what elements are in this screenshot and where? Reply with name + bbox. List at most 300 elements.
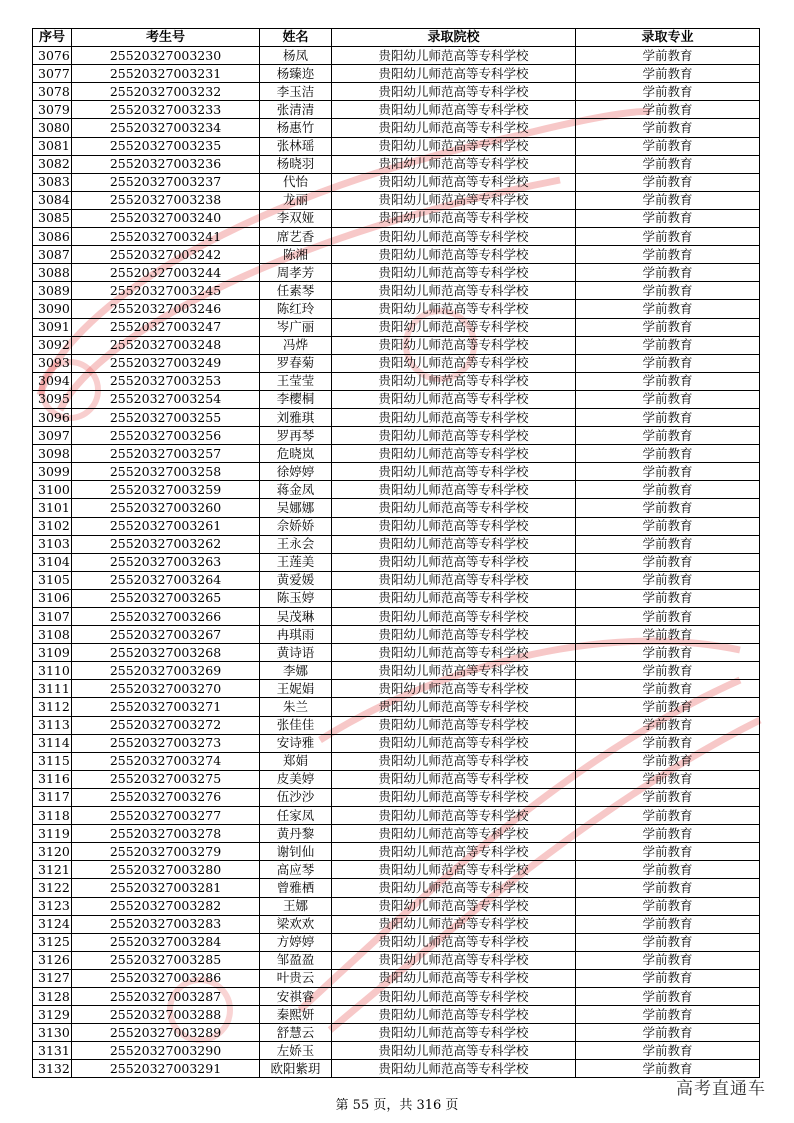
cell-name: 王永会 (260, 535, 332, 553)
cell-seq: 3110 (33, 662, 72, 680)
cell-exam-id: 25520327003237 (72, 173, 260, 191)
cell-seq: 3127 (33, 969, 72, 987)
cell-exam-id: 25520327003279 (72, 843, 260, 861)
cell-seq: 3098 (33, 445, 72, 463)
cell-school: 贵阳幼儿师范高等专科学校 (332, 716, 576, 734)
cell-name: 罗再琴 (260, 427, 332, 445)
table-row (33, 354, 760, 372)
cell-name: 朱兰 (260, 698, 332, 716)
cell-name: 冯烨 (260, 336, 332, 354)
cell-name: 王莲美 (260, 553, 332, 571)
cell-name: 左娇玉 (260, 1042, 332, 1060)
table-row (33, 427, 760, 445)
cell-major: 学前教育 (576, 915, 760, 933)
header-major: 录取专业 (576, 29, 760, 47)
cell-school: 贵阳幼儿师范高等专科学校 (332, 209, 576, 227)
cell-seq: 3109 (33, 644, 72, 662)
cell-school: 贵阳幼儿师范高等专科学校 (332, 969, 576, 987)
cell-exam-id: 25520327003289 (72, 1024, 260, 1042)
cell-name: 安祺睿 (260, 987, 332, 1005)
cell-major: 学前教育 (576, 517, 760, 535)
admission-table (32, 28, 760, 1078)
cell-major: 学前教育 (576, 101, 760, 119)
table-row (33, 807, 760, 825)
cell-school: 贵阳幼儿师范高等专科学校 (332, 318, 576, 336)
cell-exam-id: 25520327003263 (72, 553, 260, 571)
cell-seq: 3099 (33, 463, 72, 481)
cell-major: 学前教育 (576, 879, 760, 897)
cell-name: 佘娇娇 (260, 517, 332, 535)
cell-seq: 3093 (33, 354, 72, 372)
cell-major: 学前教育 (576, 825, 760, 843)
cell-exam-id: 25520327003286 (72, 969, 260, 987)
table-row (33, 209, 760, 227)
cell-major: 学前教育 (576, 137, 760, 155)
table-row (33, 915, 760, 933)
cell-name: 欧阳紫玥 (260, 1060, 332, 1078)
cell-seq: 3092 (33, 336, 72, 354)
page-number: 第 55 页，共 316 页 (335, 1098, 459, 1113)
cell-seq: 3094 (33, 372, 72, 390)
cell-exam-id: 25520327003284 (72, 933, 260, 951)
cell-seq: 3121 (33, 861, 72, 879)
cell-exam-id: 25520327003271 (72, 698, 260, 716)
cell-seq: 3088 (33, 264, 72, 282)
cell-name: 李玉洁 (260, 83, 332, 101)
cell-seq: 3085 (33, 209, 72, 227)
cell-major: 学前教育 (576, 589, 760, 607)
cell-name: 徐婷婷 (260, 463, 332, 481)
cell-major: 学前教育 (576, 734, 760, 752)
cell-name: 任素琴 (260, 282, 332, 300)
cell-school: 贵阳幼儿师范高等专科学校 (332, 734, 576, 752)
cell-seq: 3111 (33, 680, 72, 698)
cell-seq: 3080 (33, 119, 72, 137)
cell-exam-id: 25520327003278 (72, 825, 260, 843)
cell-name: 方婷婷 (260, 933, 332, 951)
cell-seq: 3101 (33, 499, 72, 517)
table-row (33, 499, 760, 517)
cell-major: 学前教育 (576, 680, 760, 698)
cell-name: 黄丹黎 (260, 825, 332, 843)
cell-exam-id: 25520327003238 (72, 191, 260, 209)
cell-major: 学前教育 (576, 553, 760, 571)
cell-seq: 3120 (33, 843, 72, 861)
cell-exam-id: 25520327003287 (72, 987, 260, 1005)
table-row (33, 83, 760, 101)
cell-major: 学前教育 (576, 264, 760, 282)
cell-major: 学前教育 (576, 65, 760, 83)
cell-name: 刘雅琪 (260, 408, 332, 426)
cell-seq: 3114 (33, 734, 72, 752)
cell-exam-id: 25520327003262 (72, 535, 260, 553)
cell-exam-id: 25520327003249 (72, 354, 260, 372)
table-row (33, 770, 760, 788)
cell-major: 学前教育 (576, 427, 760, 445)
cell-name: 王娜 (260, 897, 332, 915)
cell-major: 学前教育 (576, 173, 760, 191)
cell-school: 贵阳幼儿师范高等专科学校 (332, 65, 576, 83)
cell-name: 蒋金凤 (260, 481, 332, 499)
table-row (33, 101, 760, 119)
table-row (33, 897, 760, 915)
header-name: 姓名 (260, 29, 332, 47)
cell-exam-id: 25520327003273 (72, 734, 260, 752)
cell-school: 贵阳幼儿师范高等专科学校 (332, 228, 576, 246)
cell-school: 贵阳幼儿师范高等专科学校 (332, 246, 576, 264)
cell-name: 李樱桐 (260, 390, 332, 408)
cell-seq: 3082 (33, 155, 72, 173)
table-row (33, 517, 760, 535)
cell-exam-id: 25520327003242 (72, 246, 260, 264)
table-row (33, 300, 760, 318)
cell-exam-id: 25520327003245 (72, 282, 260, 300)
table-row (33, 553, 760, 571)
table-row (33, 408, 760, 426)
cell-school: 贵阳幼儿师范高等专科学校 (332, 336, 576, 354)
cell-name: 李双娅 (260, 209, 332, 227)
cell-school: 贵阳幼儿师范高等专科学校 (332, 752, 576, 770)
cell-major: 学前教育 (576, 354, 760, 372)
cell-name: 陈湘 (260, 246, 332, 264)
cell-exam-id: 25520327003275 (72, 770, 260, 788)
cell-seq: 3100 (33, 481, 72, 499)
cell-seq: 3113 (33, 716, 72, 734)
cell-exam-id: 25520327003281 (72, 879, 260, 897)
cell-name: 杨惠竹 (260, 119, 332, 137)
cell-exam-id: 25520327003253 (72, 372, 260, 390)
cell-school: 贵阳幼儿师范高等专科学校 (332, 83, 576, 101)
cell-seq: 3116 (33, 770, 72, 788)
cell-major: 学前教育 (576, 1060, 760, 1078)
cell-exam-id: 25520327003274 (72, 752, 260, 770)
cell-major: 学前教育 (576, 408, 760, 426)
cell-school: 贵阳幼儿师范高等专科学校 (332, 1042, 576, 1060)
cell-exam-id: 25520327003258 (72, 463, 260, 481)
cell-school: 贵阳幼儿师范高等专科学校 (332, 571, 576, 589)
cell-name: 张佳佳 (260, 716, 332, 734)
table-row (33, 571, 760, 589)
cell-name: 龙丽 (260, 191, 332, 209)
cell-major: 学前教育 (576, 119, 760, 137)
cell-seq: 3115 (33, 752, 72, 770)
cell-major: 学前教育 (576, 843, 760, 861)
cell-major: 学前教育 (576, 246, 760, 264)
cell-exam-id: 25520327003259 (72, 481, 260, 499)
cell-major: 学前教育 (576, 788, 760, 806)
table-row (33, 372, 760, 390)
cell-school: 贵阳幼儿师范高等专科学校 (332, 861, 576, 879)
cell-exam-id: 25520327003234 (72, 119, 260, 137)
cell-seq: 3119 (33, 825, 72, 843)
table-row (33, 752, 760, 770)
cell-name: 吴茂琳 (260, 608, 332, 626)
cell-name: 安诗雅 (260, 734, 332, 752)
cell-exam-id: 25520327003255 (72, 408, 260, 426)
cell-school: 贵阳幼儿师范高等专科学校 (332, 553, 576, 571)
cell-seq: 3086 (33, 228, 72, 246)
cell-name: 梁欢欢 (260, 915, 332, 933)
header-exam-id: 考生号 (72, 29, 260, 47)
cell-school: 贵阳幼儿师范高等专科学校 (332, 1024, 576, 1042)
cell-major: 学前教育 (576, 969, 760, 987)
cell-exam-id: 25520327003285 (72, 951, 260, 969)
cell-school: 贵阳幼儿师范高等专科学校 (332, 770, 576, 788)
cell-name: 席艺香 (260, 228, 332, 246)
cell-major: 学前教育 (576, 770, 760, 788)
cell-major: 学前教育 (576, 318, 760, 336)
cell-seq: 3091 (33, 318, 72, 336)
cell-major: 学前教育 (576, 608, 760, 626)
cell-school: 贵阳幼儿师范高等专科学校 (332, 1060, 576, 1078)
table-row (33, 228, 760, 246)
header-school: 录取院校 (332, 29, 576, 47)
cell-exam-id: 25520327003264 (72, 571, 260, 589)
table-row (33, 987, 760, 1005)
cell-school: 贵阳幼儿师范高等专科学校 (332, 843, 576, 861)
cell-school: 贵阳幼儿师范高等专科学校 (332, 644, 576, 662)
cell-exam-id: 25520327003257 (72, 445, 260, 463)
cell-major: 学前教育 (576, 571, 760, 589)
table-row (33, 626, 760, 644)
cell-exam-id: 25520327003261 (72, 517, 260, 535)
table-row (33, 1006, 760, 1024)
table-row (33, 445, 760, 463)
cell-seq: 3117 (33, 788, 72, 806)
cell-name: 冉琪雨 (260, 626, 332, 644)
table-row (33, 282, 760, 300)
cell-school: 贵阳幼儿师范高等专科学校 (332, 1006, 576, 1024)
cell-name: 高应琴 (260, 861, 332, 879)
admission-list (32, 28, 759, 1078)
table-row (33, 463, 760, 481)
cell-school: 贵阳幼儿师范高等专科学校 (332, 535, 576, 553)
cell-exam-id: 25520327003247 (72, 318, 260, 336)
cell-name: 李娜 (260, 662, 332, 680)
table-row (33, 608, 760, 626)
table-row (33, 264, 760, 282)
cell-exam-id: 25520327003241 (72, 228, 260, 246)
cell-major: 学前教育 (576, 47, 760, 65)
cell-exam-id: 25520327003236 (72, 155, 260, 173)
cell-school: 贵阳幼儿师范高等专科学校 (332, 788, 576, 806)
cell-name: 周孝芳 (260, 264, 332, 282)
cell-major: 学前教育 (576, 716, 760, 734)
cell-name: 郑娟 (260, 752, 332, 770)
cell-major: 学前教育 (576, 300, 760, 318)
table-row (33, 843, 760, 861)
cell-school: 贵阳幼儿师范高等专科学校 (332, 191, 576, 209)
cell-school: 贵阳幼儿师范高等专科学校 (332, 915, 576, 933)
cell-exam-id: 25520327003291 (72, 1060, 260, 1078)
cell-name: 代怡 (260, 173, 332, 191)
cell-school: 贵阳幼儿师范高等专科学校 (332, 408, 576, 426)
cell-major: 学前教育 (576, 282, 760, 300)
cell-school: 贵阳幼儿师范高等专科学校 (332, 427, 576, 445)
table-row (33, 1042, 760, 1060)
cell-exam-id: 25520327003272 (72, 716, 260, 734)
cell-school: 贵阳幼儿师范高等专科学校 (332, 282, 576, 300)
cell-seq: 3129 (33, 1006, 72, 1024)
cell-major: 学前教育 (576, 1006, 760, 1024)
cell-seq: 3103 (33, 535, 72, 553)
cell-exam-id: 25520327003270 (72, 680, 260, 698)
table-row (33, 716, 760, 734)
cell-seq: 3089 (33, 282, 72, 300)
cell-exam-id: 25520327003235 (72, 137, 260, 155)
cell-exam-id: 25520327003265 (72, 589, 260, 607)
cell-seq: 3107 (33, 608, 72, 626)
table-row (33, 662, 760, 680)
cell-seq: 3087 (33, 246, 72, 264)
cell-major: 学前教育 (576, 1042, 760, 1060)
cell-exam-id: 25520327003232 (72, 83, 260, 101)
cell-seq: 3083 (33, 173, 72, 191)
cell-seq: 3132 (33, 1060, 72, 1078)
cell-seq: 3105 (33, 571, 72, 589)
cell-name: 邹盈盈 (260, 951, 332, 969)
cell-major: 学前教育 (576, 861, 760, 879)
cell-major: 学前教育 (576, 897, 760, 915)
cell-name: 杨凤 (260, 47, 332, 65)
cell-name: 任家凤 (260, 807, 332, 825)
cell-name: 黄爱媛 (260, 571, 332, 589)
cell-name: 陈玉婷 (260, 589, 332, 607)
table-row (33, 191, 760, 209)
cell-major: 学前教育 (576, 83, 760, 101)
cell-name: 谢钊仙 (260, 843, 332, 861)
cell-major: 学前教育 (576, 390, 760, 408)
cell-school: 贵阳幼儿师范高等专科学校 (332, 372, 576, 390)
cell-school: 贵阳幼儿师范高等专科学校 (332, 517, 576, 535)
cell-seq: 3079 (33, 101, 72, 119)
cell-major: 学前教育 (576, 228, 760, 246)
table-row (33, 246, 760, 264)
cell-major: 学前教育 (576, 535, 760, 553)
cell-school: 贵阳幼儿师范高等专科学校 (332, 354, 576, 372)
cell-name: 伍沙沙 (260, 788, 332, 806)
cell-exam-id: 25520327003266 (72, 608, 260, 626)
cell-exam-id: 25520327003268 (72, 644, 260, 662)
cell-major: 学前教育 (576, 698, 760, 716)
cell-seq: 3095 (33, 390, 72, 408)
cell-name: 张清清 (260, 101, 332, 119)
table-row (33, 734, 760, 752)
table-row (33, 47, 760, 65)
table-row (33, 318, 760, 336)
cell-major: 学前教育 (576, 951, 760, 969)
cell-exam-id: 25520327003240 (72, 209, 260, 227)
table-row (33, 933, 760, 951)
cell-seq: 3122 (33, 879, 72, 897)
cell-name: 王莹莹 (260, 372, 332, 390)
table-row (33, 680, 760, 698)
cell-exam-id: 25520327003276 (72, 788, 260, 806)
cell-major: 学前教育 (576, 336, 760, 354)
table-row (33, 481, 760, 499)
cell-seq: 3097 (33, 427, 72, 445)
cell-seq: 3102 (33, 517, 72, 535)
cell-major: 学前教育 (576, 752, 760, 770)
cell-seq: 3104 (33, 553, 72, 571)
table-header-row (33, 29, 760, 47)
cell-school: 贵阳幼儿师范高等专科学校 (332, 101, 576, 119)
cell-major: 学前教育 (576, 987, 760, 1005)
cell-seq: 3130 (33, 1024, 72, 1042)
cell-exam-id: 25520327003283 (72, 915, 260, 933)
cell-exam-id: 25520327003288 (72, 1006, 260, 1024)
cell-seq: 3081 (33, 137, 72, 155)
cell-seq: 3108 (33, 626, 72, 644)
cell-school: 贵阳幼儿师范高等专科学校 (332, 987, 576, 1005)
cell-major: 学前教育 (576, 481, 760, 499)
cell-name: 王妮娟 (260, 680, 332, 698)
table-row (33, 698, 760, 716)
table-row (33, 535, 760, 553)
table-row (33, 137, 760, 155)
cell-school: 贵阳幼儿师范高等专科学校 (332, 119, 576, 137)
cell-seq: 3078 (33, 83, 72, 101)
cell-name: 黄诗语 (260, 644, 332, 662)
cell-seq: 3131 (33, 1042, 72, 1060)
table-row (33, 825, 760, 843)
table-row (33, 336, 760, 354)
cell-seq: 3106 (33, 589, 72, 607)
cell-major: 学前教育 (576, 191, 760, 209)
cell-major: 学前教育 (576, 372, 760, 390)
cell-name: 杨晓羽 (260, 155, 332, 173)
cell-seq: 3090 (33, 300, 72, 318)
cell-seq: 3118 (33, 807, 72, 825)
cell-school: 贵阳幼儿师范高等专科学校 (332, 662, 576, 680)
cell-seq: 3112 (33, 698, 72, 716)
cell-exam-id: 25520327003230 (72, 47, 260, 65)
cell-school: 贵阳幼儿师范高等专科学校 (332, 173, 576, 191)
cell-school: 贵阳幼儿师范高等专科学校 (332, 481, 576, 499)
cell-name: 曾雅栖 (260, 879, 332, 897)
cell-exam-id: 25520327003267 (72, 626, 260, 644)
header-seq: 序号 (33, 29, 72, 47)
table-row (33, 951, 760, 969)
cell-name: 吴娜娜 (260, 499, 332, 517)
cell-exam-id: 25520327003248 (72, 336, 260, 354)
cell-exam-id: 25520327003280 (72, 861, 260, 879)
cell-exam-id: 25520327003260 (72, 499, 260, 517)
cell-seq: 3126 (33, 951, 72, 969)
cell-school: 贵阳幼儿师范高等专科学校 (332, 445, 576, 463)
cell-name: 舒慧云 (260, 1024, 332, 1042)
cell-seq: 3076 (33, 47, 72, 65)
cell-exam-id: 25520327003282 (72, 897, 260, 915)
cell-exam-id: 25520327003231 (72, 65, 260, 83)
table-row (33, 644, 760, 662)
cell-exam-id: 25520327003269 (72, 662, 260, 680)
cell-major: 学前教育 (576, 933, 760, 951)
cell-seq: 3077 (33, 65, 72, 83)
cell-major: 学前教育 (576, 807, 760, 825)
cell-school: 贵阳幼儿师范高等专科学校 (332, 463, 576, 481)
cell-major: 学前教育 (576, 644, 760, 662)
cell-name: 秦熙妍 (260, 1006, 332, 1024)
cell-school: 贵阳幼儿师范高等专科学校 (332, 825, 576, 843)
cell-major: 学前教育 (576, 626, 760, 644)
cell-school: 贵阳幼儿师范高等专科学校 (332, 951, 576, 969)
cell-school: 贵阳幼儿师范高等专科学校 (332, 390, 576, 408)
table-row (33, 788, 760, 806)
table-row (33, 1060, 760, 1078)
cell-school: 贵阳幼儿师范高等专科学校 (332, 626, 576, 644)
cell-school: 贵阳幼儿师范高等专科学校 (332, 879, 576, 897)
